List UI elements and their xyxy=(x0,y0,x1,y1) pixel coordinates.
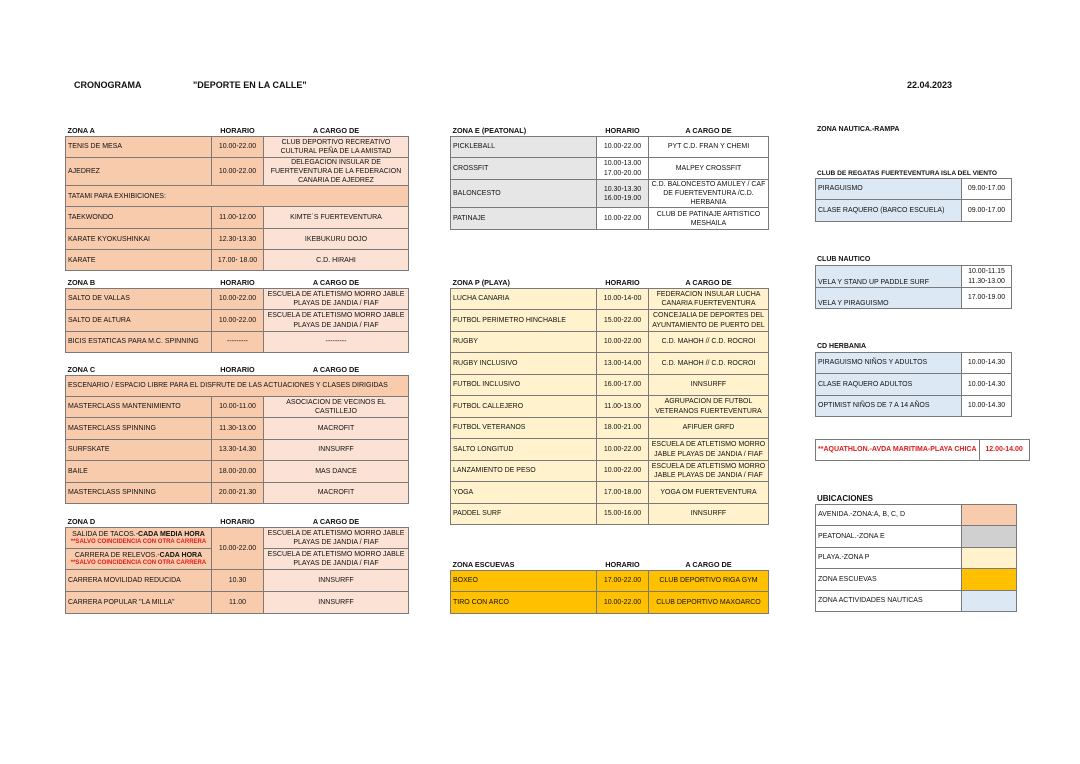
acargo-header: A CARGO DE xyxy=(685,125,732,135)
time: 11.00 xyxy=(212,592,264,614)
time: 10.30-13.30 16.00-19.00 xyxy=(597,180,649,208)
zona-d-table xyxy=(65,514,409,614)
organizer: AFIFUER GRFD xyxy=(649,418,769,439)
time: 17.00- 18.00 xyxy=(212,250,264,271)
time: 15.00-16.00 xyxy=(597,504,649,525)
activity: PADDEL SURF xyxy=(451,504,597,525)
page-title: "DEPORTE EN LA CALLE" xyxy=(193,80,307,90)
activity: FUTBOL INCLUSIVO xyxy=(451,375,597,396)
legend-swatch xyxy=(962,526,1017,548)
horario-header: HORARIO xyxy=(220,516,255,526)
zona-p-table xyxy=(450,275,769,525)
organizer: ESCUELA DE ATLETISMO MORRO JABLE PLAYAS DE JANDIA / FIAF xyxy=(264,528,409,549)
activity: VELA Y PIRAGUISMO xyxy=(816,288,962,309)
acargo-header: A CARGO DE xyxy=(685,559,732,569)
zona-c-table xyxy=(65,362,409,504)
time: 17.00-22.00 xyxy=(597,571,649,592)
activity: YOGA xyxy=(451,482,597,504)
activity: LANZAMIENTO DE PESO xyxy=(451,461,597,482)
organizer: MACROFIT xyxy=(264,483,409,504)
organizer: C.D. MAHOH // C.D. ROCROI xyxy=(649,332,769,353)
horario-header: HORARIO xyxy=(220,277,255,287)
organizer: AGRUPACION DE FUTBOL VETERANOS FUERTEVENTURA xyxy=(649,396,769,418)
zona-c-span: ESCENARIO / ESPACIO LIBRE PARA EL DISFRUTE DE LAS ACTUACIONES Y CLASES DIRIGIDAS xyxy=(66,376,409,397)
horario-header: HORARIO xyxy=(605,559,640,569)
salida-tacos-cell xyxy=(66,528,212,549)
organizer: --------- xyxy=(264,332,409,353)
activity: PIRAGUISMO xyxy=(816,179,962,200)
legend-swatch xyxy=(962,591,1017,612)
time: 20.00-21.30 xyxy=(212,483,264,504)
activity: LUCHA CANARIA xyxy=(451,289,597,310)
activity: OPTIMIST NIÑOS DE 7 A 14 AÑOS xyxy=(816,396,962,417)
time: 10.00-14.30 xyxy=(962,396,1012,417)
activity: SURFSKATE xyxy=(66,440,212,461)
activity: FUTBOL CALLEJERO xyxy=(451,396,597,418)
activity: PIRAGUISMO NIÑOS Y ADULTOS xyxy=(816,353,962,374)
activity: BALONCESTO xyxy=(451,180,597,208)
organizer: C.D. BALONCESTO AMULEY / CAF DE FUERTEVENTURA /C.D. HERBANIA xyxy=(649,180,769,208)
legend-label: ZONA ACTIVIDADES NAUTICAS xyxy=(816,591,962,612)
horario-header: HORARIO xyxy=(220,125,255,135)
time: 12.00-14.00 xyxy=(979,440,1029,461)
time: 11.30-13.00 xyxy=(212,418,264,440)
legend-label: PLAYA.-ZONA P xyxy=(816,548,962,569)
organizer: C.D. HIRAHI xyxy=(264,250,409,271)
organizer: YOGA OM FUERTEVENTURA xyxy=(649,482,769,504)
relevos-label: CARRERA DE RELEVOS.- xyxy=(74,551,160,559)
header-left: CRONOGRAMA xyxy=(74,80,142,90)
organizer: INNSURFF xyxy=(264,592,409,614)
time: 10.00-14-00 xyxy=(597,289,649,310)
time: 17.00-19.00 xyxy=(962,288,1012,309)
organizer: DELEGACION INSULAR DE FUERTEVENTURA DE LA FEDERACION CANARIA DE AJEDREZ xyxy=(264,158,409,186)
zona-c-title: ZONA C xyxy=(67,364,96,374)
organizer: MAS DANCE xyxy=(264,461,409,483)
activity: TENIS DE MESA xyxy=(66,137,212,158)
legend-label: PEATONAL.-ZONA E xyxy=(816,526,962,548)
activity: CROSSFIT xyxy=(451,158,597,180)
time: 09.00-17.00 xyxy=(962,179,1012,200)
time: 10.00-22.00 xyxy=(597,137,649,158)
acargo-header: A CARGO DE xyxy=(312,516,360,526)
salida-tacos-label: SALIDA DE TACOS.- xyxy=(72,530,139,538)
time: 10.00-14.30 xyxy=(962,353,1012,374)
activity: TAEKWONDO xyxy=(66,207,212,229)
time: 11.00-13.00 xyxy=(597,396,649,418)
organizer: FEDERACION INSULAR LUCHA CANARIA FUERTEVENTURA xyxy=(649,289,769,310)
time: 18.00-21.00 xyxy=(597,418,649,439)
activity: SALTO DE ALTURA xyxy=(66,310,212,332)
time: 10.00-11.15 11.30-13.00 xyxy=(962,266,1012,288)
coincidence-note: **SALVO COINCIDENCIA CON OTRA CARRERA xyxy=(70,559,207,566)
regatas-title: CLUB DE REGATAS FUERTEVENTURA ISLA DEL VIENTO xyxy=(817,170,997,177)
time: 10.00-22.00 xyxy=(212,289,264,310)
activity: CARRERA MOVILIDAD REDUCIDA xyxy=(66,570,212,592)
activity: TATAMI PARA EXHIBICIONES: xyxy=(66,186,409,207)
organizer: ESCUELA DE ATLETISMO MORRO JABLE PLAYAS DE JANDIA / FIAF xyxy=(649,439,769,461)
time: 10.00-22.00 xyxy=(597,208,649,230)
organizer: INNSURFF xyxy=(264,440,409,461)
legend-swatch xyxy=(962,505,1017,526)
organizer: MALPEY CROSSFIT xyxy=(649,158,769,180)
coincidence-note: **SALVO COINCIDENCIA CON OTRA CARRERA xyxy=(70,538,207,545)
herbania-title: CD HERBANIA xyxy=(817,343,866,350)
zona-escuelas-title: ZONA ESCUEVAS xyxy=(452,559,515,569)
herbania-table xyxy=(815,352,1012,417)
organizer: CONCEJALIA DE DEPORTES DEL AYUNTAMIENTO DE PUERTO DEL xyxy=(649,310,769,332)
activity: BOXEO xyxy=(451,571,597,592)
salida-tacos-freq: CADA MEDIA HORA xyxy=(138,530,205,538)
time: 10.30 xyxy=(212,570,264,592)
organizer: ASOCIACION DE VECINOS EL CASTILLEJO xyxy=(264,397,409,418)
time: 10.00-22.00 xyxy=(597,461,649,482)
activity: MASTERCLASS SPINNING xyxy=(66,418,212,440)
zona-a-table xyxy=(65,123,409,271)
horario-header: HORARIO xyxy=(220,364,255,374)
organizer: INNSURFF xyxy=(264,570,409,592)
relevos-freq: CADA HORA xyxy=(159,551,203,559)
organizer: CLUB DEPORTIVO RIGA GYM xyxy=(649,571,769,592)
activity: MASTERCLASS SPINNING xyxy=(66,483,212,504)
acargo-header: A CARGO DE xyxy=(312,364,360,374)
activity: BAILE xyxy=(66,461,212,483)
activity: FUTBOL PERIMETRO HINCHABLE xyxy=(451,310,597,332)
relevos-cell xyxy=(66,549,212,570)
organizer: ESCUELA DE ATLETISMO MORRO JABLE PLAYAS DE JANDIA / FIAF xyxy=(264,289,409,310)
time: 10.00-11.00 xyxy=(212,397,264,418)
regatas-table xyxy=(815,178,1012,222)
organizer: KIMTE´S FUERTEVENTURA xyxy=(264,207,409,229)
club-nautico-title: CLUB NAUTICO xyxy=(817,256,871,263)
organizer: CLUB DE PATINAJE ARTISTICO MESHAILA xyxy=(649,208,769,230)
acargo-header: A CARGO DE xyxy=(312,277,360,287)
time: 17.00-18.00 xyxy=(597,482,649,504)
activity: **AQUATHLON.-AVDA MARITIMA-PLAYA CHICA xyxy=(816,440,980,461)
activity: TIRO CON ARCO xyxy=(451,592,597,614)
activity: AJEDREZ xyxy=(66,158,212,186)
aquathlon-table xyxy=(815,439,1030,461)
zona-e-table xyxy=(450,123,769,230)
time: 13.00-14.00 xyxy=(597,353,649,375)
zona-d-title: ZONA D xyxy=(67,516,96,526)
legend-label: ZONA ESCUEVAS xyxy=(816,569,962,591)
zona-escuelas-table xyxy=(450,557,769,614)
acargo-header: A CARGO DE xyxy=(312,125,360,135)
time: 10.00-22.00 xyxy=(597,332,649,353)
activity: CLASE RAQUERO (BARCO ESCUELA) xyxy=(816,200,962,222)
time: 10.00-13.00 17.00-20.00 xyxy=(597,158,649,180)
organizer: CLUB DEPORTIVO RECREATIVO CULTURAL PEÑA DE LA AMISTAD xyxy=(264,137,409,158)
activity: CLASE RAQUERO ADULTOS xyxy=(816,374,962,396)
time: 10.00-22.00 xyxy=(597,439,649,461)
legend-swatch xyxy=(962,569,1017,591)
time: 18.00-20.00 xyxy=(212,461,264,483)
ubicaciones-title: UBICACIONES xyxy=(817,494,874,503)
club-nautico-table xyxy=(815,265,1012,309)
time: --------- xyxy=(212,332,264,353)
nautica-title: ZONA NAUTICA.-RAMPA xyxy=(817,126,900,133)
legend-swatch xyxy=(962,548,1017,569)
activity: VELA Y STAND UP PADDLE SURF xyxy=(816,266,962,288)
time: 09.00-17.00 xyxy=(962,200,1012,222)
zona-a-title: ZONA A xyxy=(67,125,95,135)
time: 10.00-14.30 xyxy=(962,374,1012,396)
date: 22.04.2023 xyxy=(907,80,953,90)
organizer: ESCUELA DE ATLETISMO MORRO JABLE PLAYAS DE JANDIA / FIAF xyxy=(264,310,409,332)
time: 10.00-22.00 xyxy=(212,137,264,158)
time: 16.00-17.00 xyxy=(597,375,649,396)
time: 15.00-22.00 xyxy=(597,310,649,332)
ubicaciones-legend xyxy=(815,504,1017,612)
organizer: IKEBUKURU DOJO xyxy=(264,229,409,250)
activity: PATINAJE xyxy=(451,208,597,230)
time: 10.00-22.00 xyxy=(212,310,264,332)
organizer: INNSURFF xyxy=(649,504,769,525)
activity: KARATE xyxy=(66,250,212,271)
time: 10.00-22.00 xyxy=(212,158,264,186)
activity: MASTERCLASS MANTENIMIENTO xyxy=(66,397,212,418)
activity: PICKLEBALL xyxy=(451,137,597,158)
time: 10.00-22.00 xyxy=(212,528,264,570)
acargo-header: A CARGO DE xyxy=(685,277,732,287)
organizer: MACROFIT xyxy=(264,418,409,440)
organizer: ESCUELA DE ATLETISMO MORRO JABLE PLAYAS DE JANDIA / FIAF xyxy=(264,549,409,570)
activity: SALTO DE VALLAS xyxy=(66,289,212,310)
organizer: INNSURFF xyxy=(649,375,769,396)
horario-header: HORARIO xyxy=(605,277,640,287)
zona-e-title: ZONA E (PEATONAL) xyxy=(452,125,527,135)
zona-b-table xyxy=(65,275,409,353)
time: 10.00-22.00 xyxy=(597,592,649,614)
time: 12.30-13.30 xyxy=(212,229,264,250)
time: 11.00-12.00 xyxy=(212,207,264,229)
activity: CARRERA POPULAR "LA MILLA" xyxy=(66,592,212,614)
organizer: ESCUELA DE ATLETISMO MORRO JABLE PLAYAS DE JANDIA / FIAF xyxy=(649,461,769,482)
activity: RUGBY INCLUSIVO xyxy=(451,353,597,375)
activity: FUTBOL VETERANOS xyxy=(451,418,597,439)
organizer: C.D. MAHOH // C.D. ROCROI xyxy=(649,353,769,375)
horario-header: HORARIO xyxy=(605,125,640,135)
zona-p-title: ZONA P (PLAYA) xyxy=(452,277,510,287)
activity: BICIS ESTATICAS PARA M.C. SPINNING xyxy=(66,332,212,353)
time: 13.30-14.30 xyxy=(212,440,264,461)
activity: SALTO LONGITUD xyxy=(451,439,597,461)
activity: KARATE KYOKUSHINKAI xyxy=(66,229,212,250)
zona-b-title: ZONA B xyxy=(67,277,96,287)
activity: RUGBY xyxy=(451,332,597,353)
organizer: PYT C.D. FRAN Y CHEMI xyxy=(649,137,769,158)
legend-label: AVENIDA.-ZONA:A, B, C, D xyxy=(816,505,962,526)
organizer: CLUB DEPORTIVO MAXOARCO xyxy=(649,592,769,614)
